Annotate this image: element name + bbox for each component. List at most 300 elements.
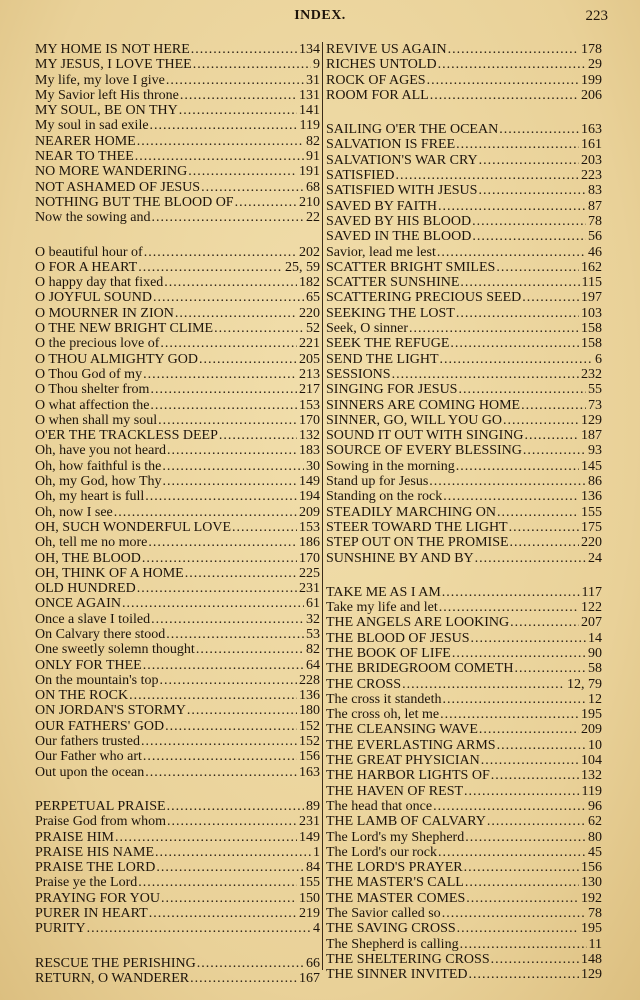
index-entry (35, 459, 320, 474)
hymn-title: Oh, my God, how Thy (35, 474, 162, 490)
index-entry (35, 906, 320, 921)
hymn-page-number: 219 (299, 906, 320, 922)
dot-leader (159, 336, 297, 351)
index-entry (35, 921, 320, 936)
hymn-page-number: 162 (581, 259, 602, 275)
dot-leader (140, 734, 297, 749)
index-entry (326, 367, 602, 382)
hymn-title: ROCK OF AGES (326, 72, 426, 88)
dot-leader (490, 768, 579, 783)
index-entry (35, 956, 320, 971)
index-entry (326, 784, 602, 799)
hymn-page-number: 231 (299, 814, 320, 830)
index-entry (35, 830, 320, 845)
index-entry (35, 306, 320, 321)
hymn-title: THE HARBOR LIGHTS OF (326, 768, 490, 784)
hymn-page-number: 223 (581, 168, 602, 184)
index-entry (35, 688, 320, 703)
dot-leader (144, 765, 297, 780)
dot-leader (478, 722, 579, 737)
hymn-page-number: 205 (299, 351, 320, 367)
hymn-page-number: 104 (581, 753, 602, 769)
dot-leader (184, 566, 297, 581)
index-entry (326, 245, 602, 260)
hymn-page-number: 12 (588, 691, 602, 707)
hymn-page-number: 122 (581, 600, 602, 616)
hymn-title: SATISFIED (326, 168, 395, 184)
hymn-title: SOURCE OF EVERY BLESSING (326, 443, 522, 459)
hymn-page-number: 82 (306, 642, 320, 658)
hymn-title: SCATTER BRIGHT SMILES (326, 259, 496, 275)
hymn-title: ON JORDAN'S STORMY (35, 703, 186, 719)
hymn-page-number: 145 (581, 458, 602, 474)
hymn-page-number: 66 (306, 955, 320, 971)
hymn-title: ON THE ROCK (35, 688, 129, 704)
dot-leader (161, 459, 304, 474)
hymn-page-number: 150 (299, 890, 320, 906)
dot-leader (137, 260, 283, 275)
index-entry (326, 398, 602, 413)
dot-leader (147, 535, 297, 550)
hymn-page-number: 186 (299, 535, 320, 551)
dot-leader (391, 367, 579, 382)
hymn-title: Oh, my heart is full (35, 489, 145, 505)
hymn-page-number: 163 (299, 764, 320, 780)
index-entry (35, 845, 320, 860)
index-entry (326, 275, 602, 290)
dot-leader (231, 520, 297, 535)
hymn-page-number: 155 (299, 875, 320, 891)
dot-leader (486, 814, 586, 829)
hymn-title: SAVED BY FAITH (326, 198, 437, 214)
hymn-title: REVIVE US AGAIN (326, 42, 447, 57)
hymn-title: SALVATION'S WAR CRY (326, 152, 478, 168)
dot-leader (474, 551, 586, 566)
dot-leader (509, 615, 579, 630)
hymn-page-number: 31 (306, 72, 320, 88)
hymn-page-number: 55 (588, 382, 602, 398)
index-entry (35, 382, 320, 397)
index-entry (35, 245, 320, 260)
index-entry (326, 967, 602, 982)
index-entry (326, 814, 602, 829)
dot-leader (192, 57, 311, 72)
hymn-title: O THE NEW BRIGHT CLIME (35, 321, 214, 337)
hymn-page-number: 130 (581, 875, 602, 891)
group-gap (35, 937, 320, 956)
hymn-title: My soul in sad exile (35, 118, 149, 134)
index-group (326, 42, 602, 103)
hymn-page-number: 221 (299, 336, 320, 352)
dot-leader (121, 596, 304, 611)
hymn-page-number: 91 (306, 149, 320, 165)
index-entry (326, 153, 602, 168)
hymn-title: O THOU ALMIGHTY GOD (35, 351, 198, 367)
dot-leader (142, 749, 297, 764)
index-entry (326, 520, 602, 535)
index-entry (326, 631, 602, 646)
dot-leader (200, 180, 304, 195)
hymn-title: THE GREAT PHYSICIAN (326, 753, 480, 769)
hymn-title: OH, THE BLOOD (35, 550, 141, 566)
index-entry (326, 722, 602, 737)
hymn-page-number: 4 (313, 921, 320, 937)
hymn-page-number: 65 (306, 290, 320, 306)
index-entry (326, 290, 602, 305)
hymn-title: Our Father who art (35, 749, 142, 765)
hymn-title: NEARER HOME (35, 133, 136, 149)
hymn-title: PRAYING FOR YOU (35, 890, 160, 906)
hymn-title: NEAR TO THEE (35, 149, 134, 165)
index-entry (35, 336, 320, 351)
hymn-title: O MOURNER IN ZION (35, 305, 174, 321)
dot-leader (137, 875, 297, 890)
dot-leader (142, 658, 304, 673)
index-entry (326, 646, 602, 661)
dot-leader (442, 489, 579, 504)
hymn-title: MY SOUL, BE ON THY (35, 103, 178, 119)
index-entry (35, 398, 320, 413)
hymn-title: On the mountain's top (35, 672, 159, 688)
dot-leader (149, 118, 298, 133)
hymn-page-number: 117 (581, 584, 602, 600)
hymn-title: THE BRIDEGROOM COMETH (326, 661, 514, 677)
dot-leader (496, 505, 579, 520)
dot-leader (136, 134, 304, 149)
dot-leader (464, 875, 579, 890)
hymn-page-number: 29 (588, 57, 602, 73)
index-entry (326, 768, 602, 783)
index-entry (326, 382, 602, 397)
page-header (0, 8, 640, 28)
index-entry (35, 673, 320, 688)
index-entry (35, 352, 320, 367)
index-entry (326, 505, 602, 520)
dot-leader (151, 210, 305, 225)
hymn-page-number: 78 (588, 213, 602, 229)
hymn-page-number: 22 (306, 210, 320, 226)
hymn-page-number: 167 (299, 970, 320, 986)
hymn-title: PURER IN HEART (35, 906, 148, 922)
hymn-page-number: 129 (581, 412, 602, 428)
index-entry (326, 615, 602, 630)
hymn-title: PURITY (35, 921, 86, 937)
hymn-title: THE CROSS (326, 676, 402, 692)
index-entry (326, 845, 602, 860)
dot-leader (456, 921, 579, 936)
hymn-page-number: 170 (299, 412, 320, 428)
index-entry (35, 88, 320, 103)
hymn-title: PERPETUAL PRAISE (35, 798, 166, 814)
hymn-title: SUNSHINE BY AND BY (326, 550, 474, 566)
hymn-title: THE SAVING CROSS (326, 921, 456, 937)
hymn-page-number: 148 (581, 951, 602, 967)
hymn-page-number: 25, 59 (285, 259, 320, 275)
dot-leader (157, 413, 297, 428)
hymn-page-number: 178 (581, 42, 602, 57)
index-group (326, 122, 602, 566)
hymn-page-number: 153 (299, 519, 320, 535)
dot-leader (439, 352, 593, 367)
index-entry (35, 642, 320, 657)
hymn-title: MY JESUS, I LOVE THEE (35, 57, 192, 73)
dot-leader (142, 367, 297, 382)
dot-leader (429, 88, 579, 103)
dot-leader (524, 428, 579, 443)
dot-leader (447, 42, 579, 57)
hymn-title: THE SHELTERING CROSS (326, 951, 490, 967)
dot-leader (149, 382, 297, 397)
hymn-page-number: 209 (581, 722, 602, 738)
dot-leader (136, 581, 297, 596)
hymn-title: The Lord's my Shepherd (326, 829, 465, 845)
index-entry (326, 906, 602, 921)
index-entry (35, 321, 320, 336)
hymn-title: NOT ASHAMED OF JESUS (35, 179, 201, 195)
dot-leader (408, 321, 579, 336)
hymn-title: SINNER, GO, WILL YOU GO (326, 412, 503, 428)
hymn-page-number: 1 (313, 844, 320, 860)
hymn-page-number: 192 (581, 890, 602, 906)
page-title: INDEX. (294, 8, 346, 23)
hymn-page-number: 158 (581, 321, 602, 337)
hymn-page-number: 96 (588, 798, 602, 814)
dot-leader (187, 164, 297, 179)
index-entry (326, 183, 602, 198)
hymn-title: Oh, tell me no more (35, 535, 148, 551)
hymn-page-number: 199 (581, 72, 602, 88)
index-entry (326, 137, 602, 152)
hymn-page-number: 10 (588, 737, 602, 753)
dot-leader (463, 860, 579, 875)
dot-leader (141, 551, 297, 566)
index-entry (35, 860, 320, 875)
dot-leader (498, 122, 579, 137)
index-entry (35, 612, 320, 627)
hymn-page-number: 83 (588, 183, 602, 199)
index-entry (326, 489, 602, 504)
hymn-title: SINNERS ARE COMING HOME (326, 397, 521, 413)
hymn-title: Oh, how faithful is the (35, 458, 162, 474)
dot-leader (437, 845, 586, 860)
column-divider (322, 42, 323, 970)
index-entry (326, 73, 602, 88)
dot-leader (468, 967, 579, 982)
hymn-title: THE ANGELS ARE LOOKING (326, 615, 510, 631)
hymn-page-number: 182 (299, 275, 320, 291)
dot-leader (234, 195, 297, 210)
index-entry (326, 830, 602, 845)
hymn-title: SOUND IT OUT WITH SINGING (326, 428, 524, 444)
hymn-page-number: 24 (588, 550, 602, 566)
hymn-title: O the precious love of (35, 336, 160, 352)
dot-leader (464, 830, 586, 845)
hymn-page-number: 225 (299, 565, 320, 581)
dot-leader (165, 627, 304, 642)
hymn-title: O Thou God of my (35, 366, 143, 382)
hymn-title: Oh, have you not heard (35, 443, 167, 459)
hymn-title: SESSIONS (326, 366, 391, 382)
hymn-title: SEND THE LIGHT (326, 351, 439, 367)
hymn-title: O'ER THE TRACKLESS DEEP (35, 428, 218, 444)
hymn-page-number: 155 (581, 504, 602, 520)
hymn-title: SAVED IN THE BLOOD (326, 229, 472, 245)
dot-leader (166, 799, 304, 814)
hymn-title: PRAISE THE LORD (35, 860, 156, 876)
hymn-title: THE HAVEN OF REST (326, 783, 464, 799)
hymn-title: O JOYFUL SOUND (35, 290, 152, 306)
dot-leader (190, 42, 297, 57)
hymn-page-number: 46 (588, 244, 602, 260)
index-entry (35, 290, 320, 305)
dot-leader (455, 137, 579, 152)
dot-leader (432, 799, 586, 814)
hymn-page-number: 202 (299, 244, 320, 260)
dot-leader (164, 719, 297, 734)
index-entry (326, 891, 602, 906)
index-entry (35, 73, 320, 88)
index-entry (35, 428, 320, 443)
hymn-page-number: 220 (581, 535, 602, 551)
index-entry (35, 413, 320, 428)
hymn-page-number: 68 (306, 179, 320, 195)
hymn-title: SEEK THE REFUGE (326, 336, 450, 352)
index-entry (326, 306, 602, 321)
dot-leader (128, 688, 297, 703)
hymn-title: Savior, lead me lest (326, 244, 436, 260)
dot-leader (441, 692, 586, 707)
hymn-page-number: 156 (581, 860, 602, 876)
dot-leader (174, 306, 297, 321)
index-entry (35, 719, 320, 734)
hymn-title: SAVED BY HIS BLOOD (326, 213, 472, 229)
hymn-page-number: 53 (306, 626, 320, 642)
dot-leader (148, 906, 297, 921)
dot-leader (502, 413, 579, 428)
index-entry (35, 971, 320, 986)
hymn-title: Once a slave I toiled (35, 611, 151, 627)
index-entry (326, 860, 602, 875)
dot-leader (449, 336, 579, 351)
hymn-page-number: 187 (581, 428, 602, 444)
index-entry (326, 585, 602, 600)
dot-leader (455, 459, 579, 474)
hymn-title: THE MASTER COMES (326, 890, 466, 906)
index-entry (35, 551, 320, 566)
hymn-title: RETURN, O WANDERER (35, 970, 190, 986)
hymn-title: SINGING FOR JESUS (326, 382, 458, 398)
index-entry (326, 229, 602, 244)
hymn-page-number: 217 (299, 382, 320, 398)
dot-leader (134, 149, 304, 164)
hymn-title: THE EVERLASTING ARMS (326, 737, 496, 753)
dot-leader (436, 245, 586, 260)
dot-leader (150, 612, 304, 627)
hymn-title: SEEKING THE LOST (326, 305, 455, 321)
hymn-page-number: 195 (581, 921, 602, 937)
index-entry (326, 551, 602, 566)
hymn-page-number: 207 (581, 615, 602, 631)
index-group (35, 245, 320, 780)
dot-leader (401, 677, 565, 692)
hymn-title: Out upon the ocean (35, 764, 145, 780)
hymn-page-number: 210 (299, 194, 320, 210)
dot-leader (426, 73, 579, 88)
index-entry (326, 214, 602, 229)
hymn-title: MY HOME IS NOT HERE (35, 42, 190, 57)
hymn-title: THE LORD'S PRAYER (326, 860, 463, 876)
index-entry (35, 566, 320, 581)
index-group (35, 42, 320, 226)
hymn-title: OH, SUCH WONDERFUL LOVE (35, 519, 231, 535)
index-entry (35, 799, 320, 814)
index-entry (35, 180, 320, 195)
hymn-page-number: 152 (299, 734, 320, 750)
hymn-page-number: 115 (581, 275, 602, 291)
hymn-page-number: 213 (299, 366, 320, 382)
hymn-title: The Shepherd is calling (326, 936, 459, 952)
index-entry (326, 661, 602, 676)
dot-leader (437, 57, 586, 72)
hymn-page-number: 86 (588, 474, 602, 490)
hymn-page-number: 175 (581, 519, 602, 535)
dot-leader (114, 830, 297, 845)
dot-leader (465, 891, 579, 906)
dot-leader (513, 661, 586, 676)
hymn-page-number: 134 (299, 42, 320, 57)
hymn-title: THE MASTER'S CALL (326, 875, 464, 891)
index-entry (35, 103, 320, 118)
hymn-page-number: 136 (299, 688, 320, 704)
hymn-title: SATISFIED WITH JESUS (326, 183, 478, 199)
hymn-page-number: 149 (299, 829, 320, 845)
hymn-title: STEER TOWARD THE LIGHT (326, 519, 508, 535)
index-entry (326, 199, 602, 214)
hymn-title: Seek, O sinner (326, 321, 409, 337)
hymn-title: ROOM FOR ALL (326, 87, 429, 103)
index-entry (326, 57, 602, 72)
hymn-page-number: 132 (581, 768, 602, 784)
right-column (326, 42, 602, 983)
hymn-title: One sweetly solemn thought (35, 642, 195, 658)
hymn-title: O what affection the (35, 397, 150, 413)
dot-leader (195, 642, 304, 657)
index-entry (35, 520, 320, 535)
left-column (35, 42, 320, 986)
index-entry (35, 474, 320, 489)
hymn-page-number: 90 (588, 645, 602, 661)
index-entry (326, 753, 602, 768)
dot-leader (178, 103, 297, 118)
hymn-page-number: 52 (306, 321, 320, 337)
hymn-page-number: 158 (581, 336, 602, 352)
index-group (35, 956, 320, 987)
hymn-title: RICHES UNTOLD (326, 57, 437, 73)
index-entry (35, 260, 320, 275)
dot-leader (509, 535, 579, 550)
dot-leader (459, 937, 587, 952)
dot-leader (471, 214, 586, 229)
dot-leader (155, 860, 304, 875)
dot-leader (508, 520, 579, 535)
dot-leader (520, 398, 586, 413)
hymn-page-number: 170 (299, 550, 320, 566)
index-entry (326, 535, 602, 550)
group-gap (35, 780, 320, 799)
hymn-page-number: 11 (588, 936, 602, 952)
hymn-page-number: 87 (588, 198, 602, 214)
hymn-page-number: 183 (299, 443, 320, 459)
